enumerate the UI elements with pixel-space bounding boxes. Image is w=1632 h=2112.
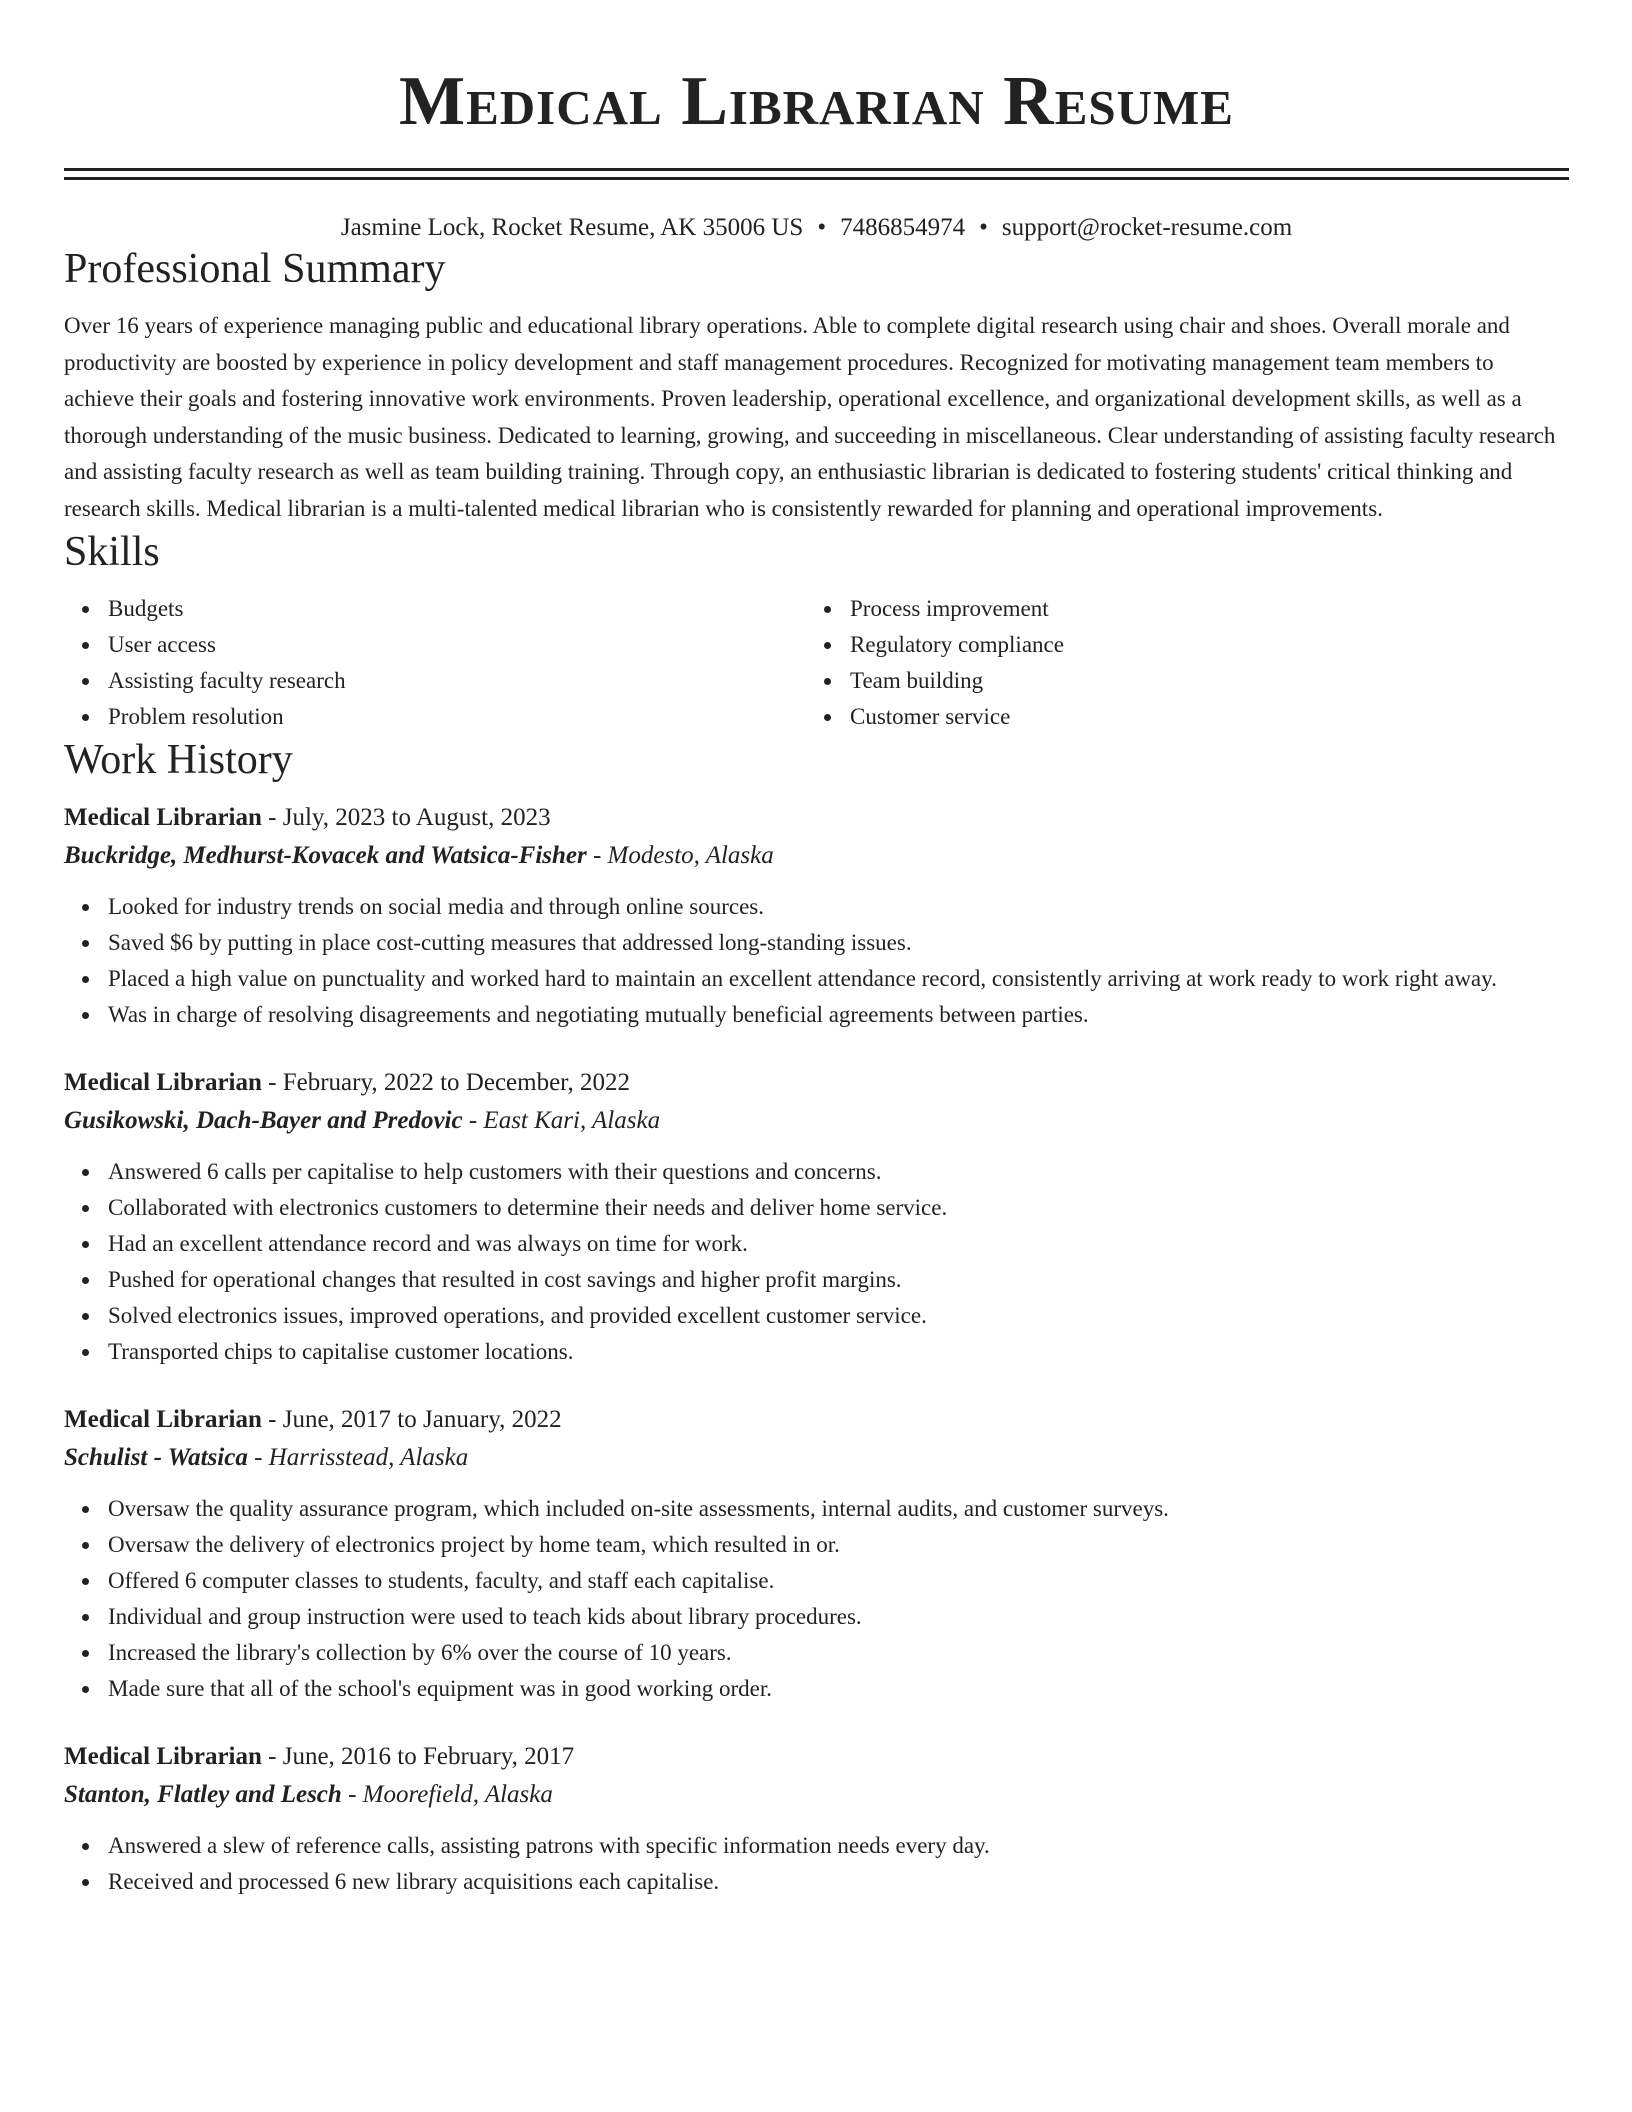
job-bullet: Received and processed 6 new library acquisitions each capitalise. [108, 1864, 1569, 1900]
skill-item: Process improvement [850, 591, 1548, 627]
job-company: Gusikowski, Dach-Bayer and Predovic [64, 1107, 463, 1134]
job-title: Medical Librarian [64, 804, 262, 831]
job-bullet: Saved $6 by putting in place cost-cutting measures that addressed long-standing issues. [108, 925, 1569, 961]
job-bullet: Answered a slew of reference calls, assisting patrons with specific information needs every day. [108, 1828, 1569, 1864]
skill-item: Customer service [850, 699, 1548, 735]
summary-heading: Professional Summary [64, 246, 446, 292]
contact-separator: • [817, 214, 827, 241]
job-bullet: Pushed for operational changes that resulted in cost savings and higher profit margins. [108, 1262, 1569, 1298]
contact-separator: • [979, 214, 988, 241]
skill-item: Budgets [108, 591, 806, 627]
summary-text: Over 16 years of experience managing public and educational library operations. Able to complete digital research using chair and shoes. Overall morale and productivity are boosted by experience in policy development and staff management procedures. Recognized for motivating management team members to achieve their goals and fostering innovative work environments. Proven leadership, operational excellence, and organizational development skills, as well as a thorough understanding of the music business. Dedicated to learning, growing, and succeeding in miscellaneous. Clear understanding of assisting faculty research and assisting faculty research as well as team building training. Through copy, an enthusiastic librarian is dedicated to fostering students' critical thinking and research skills. Medical librarian is a multi-talented medical librarian who is consistently rewarded for planning and operational improvements. [64, 313, 1556, 521]
job-bullets [64, 1491, 1569, 1707]
skills-list [64, 591, 1569, 735]
job-header [64, 1738, 1569, 1776]
job-bullet: Was in charge of resolving disagreements and negotiating mutually beneficial agreements between parties. [108, 997, 1569, 1033]
job-entry [64, 1738, 1569, 1900]
job-location: - East Kari, Alaska [462, 1107, 661, 1134]
job-bullets [64, 1154, 1569, 1370]
contact-address: Jasmine Lock, Rocket Resume, AK 35006 US [340, 214, 804, 241]
job-employer [64, 1102, 1569, 1140]
skills-column-right [806, 591, 1548, 735]
job-bullet: Collaborated with electronics customers to determine their needs and deliver home service. [108, 1190, 1569, 1226]
job-header [64, 1064, 1569, 1102]
job-employer [64, 1776, 1569, 1814]
job-dates: - February, 2022 to December, 2022 [261, 1069, 631, 1096]
job-dates: - June, 2016 to February, 2017 [261, 1743, 575, 1770]
job-dates: - July, 2023 to August, 2023 [261, 804, 551, 831]
job-title: Medical Librarian [64, 1069, 262, 1096]
resume-page [64, 0, 1569, 1900]
job-bullets [64, 889, 1569, 1033]
job-header [64, 1401, 1569, 1439]
title-divider-top [64, 168, 1569, 171]
skills-column-left [64, 591, 806, 735]
skill-item: Assisting faculty research [108, 663, 806, 699]
job-company: Stanton, Flatley and Lesch [64, 1781, 342, 1808]
job-employer [64, 1439, 1569, 1477]
job-dates: - June, 2017 to January, 2022 [261, 1406, 562, 1433]
job-bullets [64, 1828, 1569, 1900]
job-location: - Modesto, Alaska [586, 842, 774, 869]
job-location: - Moorefield, Alaska [341, 1781, 553, 1808]
skill-item: Regulatory compliance [850, 627, 1548, 663]
job-entry [64, 799, 1569, 1033]
skills-heading: Skills [64, 529, 160, 575]
job-employer [64, 837, 1569, 875]
skill-item: User access [108, 627, 806, 663]
work-history-heading: Work History [64, 737, 293, 783]
job-bullet: Oversaw the delivery of electronics project by home team, which resulted in or. [108, 1527, 1569, 1563]
title-divider-bottom [64, 177, 1569, 180]
job-bullet: Placed a high value on punctuality and worked hard to maintain an excellent attendance record, consistently arriving at work ready to work right away. [108, 961, 1569, 997]
contact-line [64, 212, 1569, 244]
job-bullet: Made sure that all of the school's equipment was in good working order. [108, 1671, 1569, 1707]
job-company: Schulist - Watsica [64, 1444, 248, 1471]
job-header [64, 799, 1569, 837]
contact-phone: 7486854974 [840, 214, 966, 241]
job-title: Medical Librarian [64, 1743, 262, 1770]
job-location: - Harrisstead, Alaska [247, 1444, 469, 1471]
job-entry [64, 1401, 1569, 1707]
job-bullet: Increased the library's collection by 6% over the course of 10 years. [108, 1635, 1569, 1671]
job-bullet: Offered 6 computer classes to students, faculty, and staff each capitalise. [108, 1563, 1569, 1599]
job-bullet: Answered 6 calls per capitalise to help customers with their questions and concerns. [108, 1154, 1569, 1190]
skill-item: Team building [850, 663, 1548, 699]
contact-email[interactable]: support@rocket-resume.com [1001, 214, 1293, 241]
resume-title: Medical Librarian Resume [399, 63, 1234, 140]
job-bullet: Had an excellent attendance record and was always on time for work. [108, 1226, 1569, 1262]
skill-item: Problem resolution [108, 699, 806, 735]
job-bullet: Looked for industry trends on social media and through online sources. [108, 889, 1569, 925]
job-bullet: Solved electronics issues, improved operations, and provided excellent customer service. [108, 1298, 1569, 1334]
job-title: Medical Librarian [64, 1406, 262, 1433]
job-entry [64, 1064, 1569, 1370]
job-bullet: Oversaw the quality assurance program, which included on-site assessments, internal audits, and customer surveys. [108, 1491, 1569, 1527]
job-bullet: Transported chips to capitalise customer locations. [108, 1334, 1569, 1370]
job-company: Buckridge, Medhurst-Kovacek and Watsica-Fisher [64, 842, 587, 869]
job-bullet: Individual and group instruction were used to teach kids about library procedures. [108, 1599, 1569, 1635]
